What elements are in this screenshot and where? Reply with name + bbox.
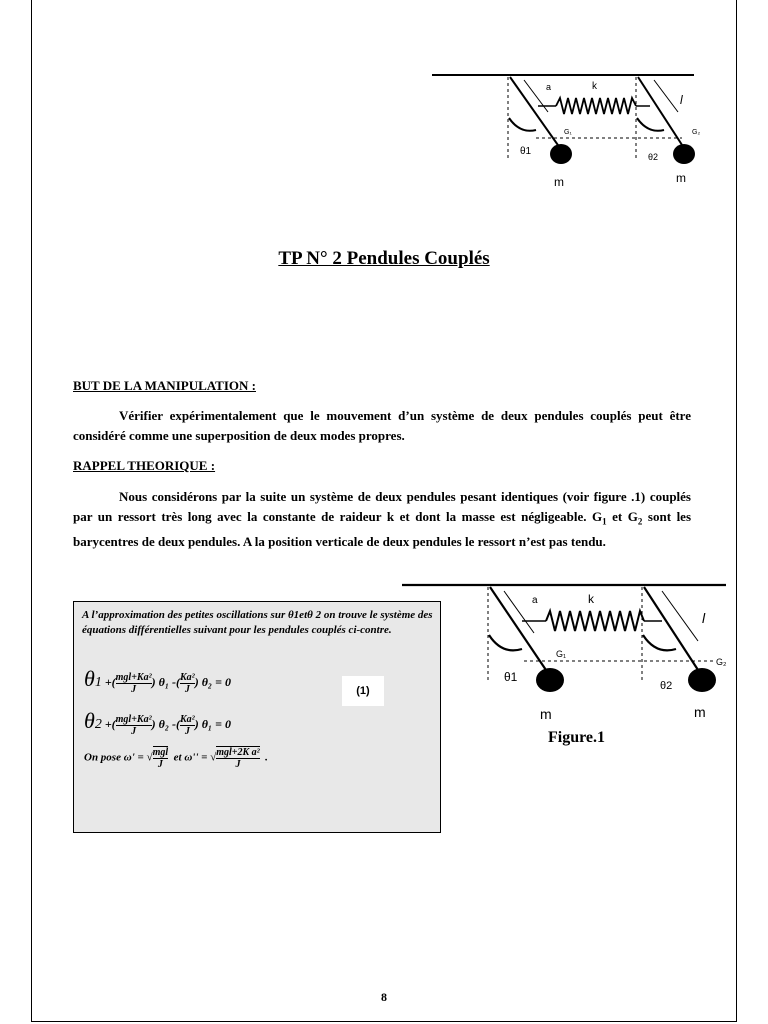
final-dot: . [265,751,268,764]
label-m1: m [554,175,564,189]
pendulum-figure-top [428,68,700,190]
rappel-text-1: Nous considérons par la suite un système de deux pendules pesant identiques (voir figure .1) couplés par un ressort très long avec la constante de raideur k et dont la masse est négligeable. G [73,489,691,524]
eq2-theta2: θ₂ [158,717,170,731]
eq1-theta1: θ₁ [158,675,170,689]
eq2-theta: θ [84,708,95,733]
g1-subscript: 1 [602,516,607,527]
page-number: 8 [381,990,387,1004]
eq2-coup-num: Ka² [180,713,195,725]
fig1-label-g2: G₂ [716,657,727,667]
equation-box [73,601,441,833]
omega2-den: J [235,759,241,770]
eq2-coef-den: J [131,725,137,737]
eq2-theta1: θ₁ [201,717,213,731]
but-paragraph [73,406,691,445]
label-k: k [592,81,597,92]
omega1-label: ω' = [123,751,144,764]
eq2-coup-den: J [184,725,190,737]
label-theta1: θ1 [520,146,532,157]
rappel-text-2: et G [606,508,638,524]
rappel-heading: RAPPEL THEORIQUE : [73,458,216,473]
fig1-label-k: k [588,592,594,606]
et-word: et [173,751,182,764]
but-heading: BUT DE LA MANIPULATION : [73,378,256,393]
equation-2: θ2 +( mgl+Ka² J ) θ₂ -( $\frac{\text{Ka²}}{J}$ ) θ₁ = 0 [84,708,231,737]
label-l: l [680,93,683,107]
fig1-label-l: l [702,610,706,626]
fig1-label-a: a [532,595,538,606]
eq1-coup-den: J [184,683,190,695]
figure-caption: Figure.1 [548,729,606,746]
eq2-theta-sub: 2 [94,717,102,732]
equation-number: (1) [342,676,384,706]
label-g2: G₂ [692,129,700,136]
omega2-label: ω'' = [184,751,208,764]
fig1-label-theta2: θ2 [660,680,673,692]
document-title: TP N° 2 Pendules Couplés [278,248,490,269]
eq1-theta2: θ₂ [201,675,213,689]
fig1-label-g1: G₁ [556,649,567,659]
fig1-label-m2: m [694,704,706,720]
equation-1: θ1 +( mgl+Ka² J ) θ₁ -( $\frac{\text{Ka²}}{J}$ ) θ₂ = 0 [84,666,231,695]
rappel-text-3: sont les barycentres de deux pendules. A la position verticale de deux pendules le ressort n’est pas tendu. [73,508,692,549]
label-m2: m [676,171,686,185]
eq1-equals: = 0 [215,675,231,689]
rappel-paragraph [73,487,691,551]
omega1-den: J [157,759,163,770]
eq1-coef-num: mgl+Ka² [115,671,152,683]
eq2-coef-num: mgl+Ka² [115,713,152,725]
equation-intro: A l’approximation des petites oscillations sur θ1etθ 2 on trouve le système des équations différentielles suivant pour les pendules couplés ci-contre. [82,609,433,636]
eq1-coef-den: J [131,683,137,695]
label-a: a [546,82,552,92]
omega-definition: On pose ω' = √ mgl J et ω'' = √ mgl+2K a² J . [84,747,268,770]
eq1-theta-sub: 1 [94,675,102,690]
omega1-num: mgl [152,747,169,758]
eq2-equals: = 0 [215,717,231,731]
pendulum-figure-main [398,577,730,725]
on-pose: On pose [84,751,121,764]
omega2-num: mgl+2K a² [216,747,260,758]
g2-subscript: 2 [637,516,643,527]
eq1-theta: θ [84,666,95,691]
but-text: Vérifier expérimentalement que le mouvement d’un système de deux pendules couplés peut être considéré comme une superposition de deux modes propres. [73,408,691,443]
fig1-label-theta1: θ1 [504,670,518,684]
label-g1: G₁ [564,129,572,136]
label-theta2: θ2 [648,152,659,162]
eq1-coup-num: Ka² [180,671,195,683]
fig1-label-m1: m [540,706,552,722]
